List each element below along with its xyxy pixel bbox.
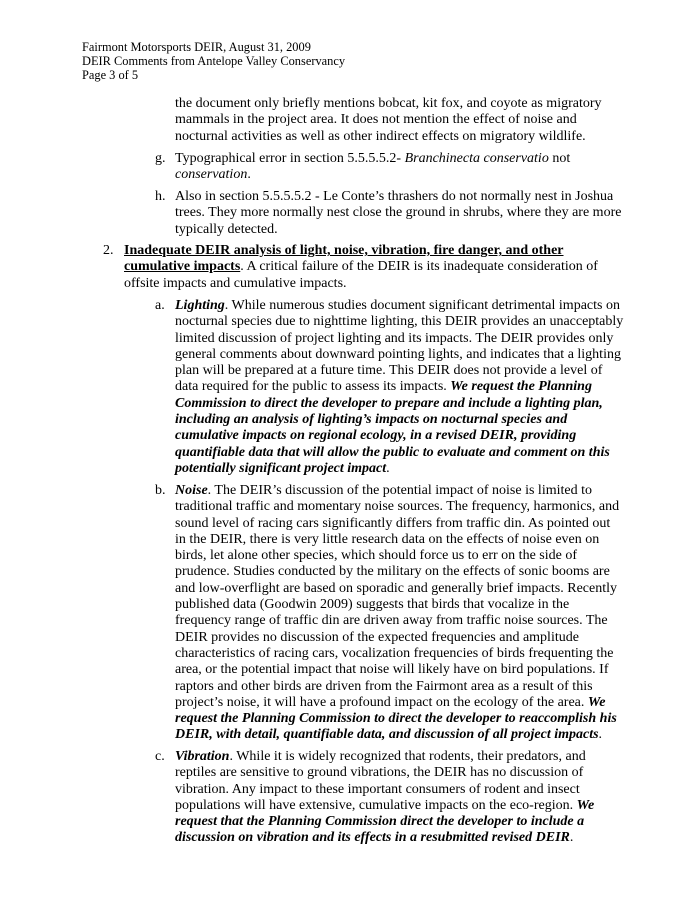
item-2-marker: 2. bbox=[103, 243, 114, 258]
item-b-marker: b. bbox=[155, 483, 166, 498]
text-line: potentially significant project impact. bbox=[175, 460, 390, 476]
request-text: including an analysis of lighting’s impacts on nocturnal species and bbox=[175, 412, 568, 428]
text-line: populations will have extensive, cumulative impacts on the eco-region. We bbox=[175, 797, 595, 813]
text-line: discussion on vibration and its effects in a resubmitted revised DEIR. bbox=[175, 830, 574, 846]
text-line: Noise. The DEIR’s discussion of the potential impact of noise is limited to bbox=[175, 483, 592, 498]
text-line: area, or the potential impact that noise will likely have on bird populations. If bbox=[175, 662, 609, 678]
item-c-marker: c. bbox=[155, 749, 165, 764]
item-h-marker: h. bbox=[155, 189, 166, 204]
text-line: DEIR, with detail, quantifiable data, and discussion of all project impacts. bbox=[175, 727, 603, 743]
text-line: plan will be prepared at a future time. This DEIR does not provide a level of bbox=[175, 363, 603, 379]
text-line: Typographical error in section 5.5.5.5.2- Branchinecta conservatio not bbox=[175, 151, 571, 166]
text-line: frequency range of traffic din are driven away from traffic noise sources. The bbox=[175, 613, 608, 629]
request-text: quantifiable data that will allow the public to evaluate and comment on this bbox=[175, 444, 610, 460]
text-line: in the DEIR, there is very little research data on the effects of noise even on bbox=[175, 531, 600, 547]
header-page-number: Page 3 of 5 bbox=[82, 68, 139, 82]
item-a-paragraph bbox=[175, 298, 623, 477]
item-c-paragraph bbox=[175, 749, 594, 847]
page-header bbox=[82, 40, 345, 82]
text-line: reptiles are sensitive to ground vibrations, the DEIR has no discussion of bbox=[175, 765, 584, 781]
header-comment-source: DEIR Comments from Antelope Valley Conservancy bbox=[82, 54, 346, 68]
request-text: request the Planning Commission to direct the developer to reaccomplish his bbox=[175, 711, 617, 727]
text-line: traditional traffic and momentary noise sources. The frequency, harmonics, and bbox=[175, 499, 620, 515]
text-line: cumulative impacts. A critical failure of the DEIR is its inadequate consideration of bbox=[124, 259, 598, 275]
request-text: DEIR, with detail, quantifiable data, and discussion of all project impacts bbox=[175, 727, 599, 743]
request-text: discussion on vibration and its effects in a resubmitted revised DEIR bbox=[175, 830, 570, 846]
text-line: Vibration. While it is widely recognized that rodents, their predators, and bbox=[175, 749, 586, 764]
text-line: published data (Goodwin 2009) suggests that birds that vocalize in the bbox=[175, 597, 570, 613]
request-text: request that the Planning Commission direct the developer to include a bbox=[175, 814, 585, 830]
subsection-heading: Lighting bbox=[175, 298, 225, 313]
request-text: We request the Planning bbox=[450, 379, 592, 395]
text-line: DEIR provides no discussion of the expected frequencies and amplitude bbox=[175, 629, 579, 645]
text-line: and low-overflight are based on sporadic and generally brief impacts. Recently bbox=[175, 580, 618, 596]
text-line: sound level of racing cars significantly differs from traffic din. As pointed out bbox=[175, 515, 611, 531]
request-text: We bbox=[587, 694, 606, 710]
continuation-paragraph bbox=[175, 96, 602, 145]
item-h-paragraph bbox=[175, 189, 621, 238]
species-name: conservation bbox=[175, 167, 248, 183]
text-line: nocturnal activities as well as other indirect effects on migratory wildlife. bbox=[175, 128, 586, 144]
request-text: cumulative impacts on regional ecology, in a revised DEIR, providing bbox=[175, 428, 577, 444]
text-line: vibration. Any impact to these important consumers of rodent and insect bbox=[175, 781, 580, 797]
text-line: the document only briefly mentions bobcat, kit fox, and coyote as migratory bbox=[175, 96, 602, 111]
section-heading: cumulative impacts bbox=[124, 259, 241, 275]
text-line: trees. They more normally nest close the ground in shrubs, where they are more bbox=[175, 205, 622, 221]
text-line: Also in section 5.5.5.5.2 - Le Conte’s thrashers do not normally nest in Joshua bbox=[175, 189, 614, 204]
text-line: limited discussion of project lighting and its impacts. The DEIR provides only bbox=[175, 330, 614, 346]
subsection-heading: Noise bbox=[175, 483, 208, 498]
header-document-title: Fairmont Motorsports DEIR, August 31, 2009 bbox=[82, 40, 311, 54]
section-heading: Inadequate DEIR analysis of light, noise, vibration, fire danger, and other bbox=[124, 243, 564, 258]
text-line: offsite impacts and cumulative impacts. bbox=[124, 275, 347, 291]
request-text: We bbox=[576, 797, 595, 813]
text-line: typically detected. bbox=[175, 221, 278, 237]
item-b-paragraph bbox=[175, 483, 619, 744]
text-line: raptors and other birds are driven from the Fairmont area as a result of this bbox=[175, 678, 593, 694]
item-2-paragraph bbox=[124, 243, 598, 292]
text-line: prudence. Studies conducted by the military on the effects of sonic booms are bbox=[175, 564, 610, 580]
item-g-paragraph bbox=[175, 151, 570, 184]
text-line: characteristics of racing cars, vocalization frequencies of birds frequenting the bbox=[175, 645, 614, 661]
text-line: nocturnal species due to nighttime lighting, this DEIR provides an unacceptably bbox=[175, 314, 624, 330]
text-line: birds, let alone other species, which should force us to err on the side of bbox=[175, 548, 578, 564]
request-text: Commission to direct the developer to prepare and include a lighting plan, bbox=[175, 395, 603, 411]
request-text: potentially significant project impact bbox=[175, 460, 387, 476]
text-line: Lighting. While numerous studies document significant detrimental impacts on bbox=[175, 298, 620, 313]
species-name: Branchinecta conservatio bbox=[404, 151, 549, 166]
text-line: mammals in the project area. It does not mention the effect of noise and bbox=[175, 112, 577, 128]
text-line: data required for the public to assess its impacts. We request the Planning bbox=[175, 379, 592, 395]
text-line: conservation. bbox=[175, 167, 251, 183]
text-line: project’s noise, it will have a profound impact on the ecology of the area. We bbox=[175, 694, 606, 710]
item-a-marker: a. bbox=[155, 298, 165, 313]
text-line: general comments about downward pointing lights, and indicates that a lighting bbox=[175, 346, 621, 362]
item-g-marker: g. bbox=[155, 151, 166, 166]
subsection-heading: Vibration bbox=[175, 749, 230, 764]
